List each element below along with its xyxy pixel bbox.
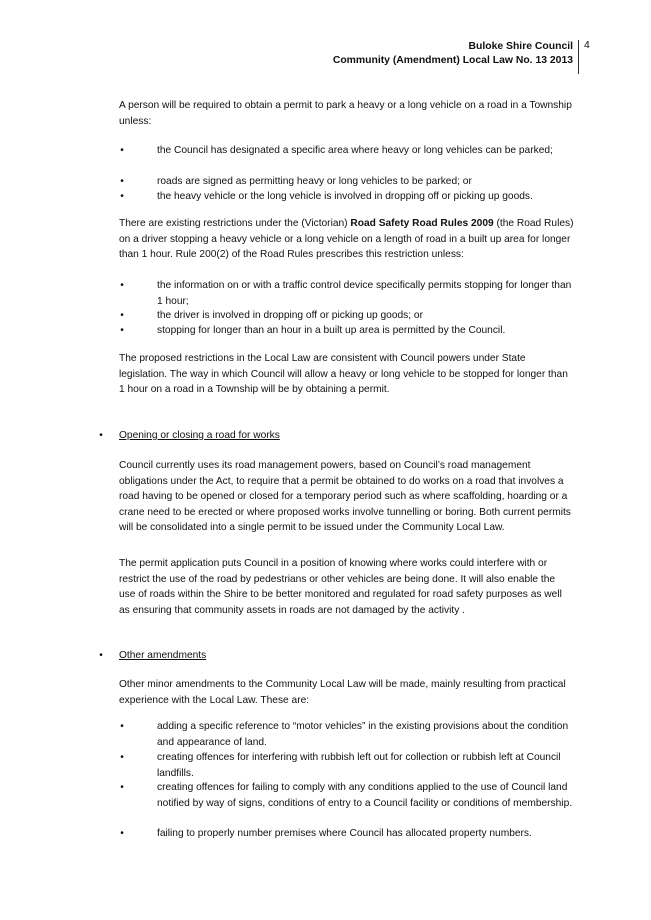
section-bullet-icon: • <box>99 430 103 441</box>
list-item <box>120 189 577 205</box>
page-number: 4 <box>584 40 590 51</box>
list-item-text: the information on or with a traffic control device specifically permits stopping for longer than 1 hour; <box>157 280 572 307</box>
list-item <box>120 308 577 324</box>
section-heading-other-amendments: Other amendments <box>119 650 207 661</box>
list-item-text: stopping for longer than an hour in a built up area is permitted by the Council. <box>157 325 506 336</box>
list-item <box>120 323 577 339</box>
bullet-icon: • <box>120 145 124 156</box>
list-item-text: creating offences for failing to comply with any conditions applied to the use of Council land notified by way of signs, conditions of entry to a Council facility or conditions of membership. <box>157 782 573 809</box>
header-law-title: Community (Amendment) Local Law No. 13 2013 <box>332 55 573 66</box>
consistency-paragraph: The proposed restrictions in the Local Law are consistent with Council powers under State legislation. The way in which Council will allow a heavy or long vehicle to be stopped for longer than 1 hour on a road in a Township will be by obtaining a permit. <box>119 353 568 395</box>
other-amendments-paragraph: Other minor amendments to the Community Local Law will be made, mainly resulting from practical experience with the Local Law. These are: <box>119 679 566 706</box>
section-bullet-icon: • <box>99 650 103 661</box>
list-item <box>120 174 577 190</box>
list-item-text: the heavy vehicle or the long vehicle is involved in dropping off or picking up goods. <box>157 191 533 202</box>
bullet-icon: • <box>120 325 124 336</box>
bullet-icon: • <box>120 191 124 202</box>
list-item-text: adding a specific reference to “motor vehicles” in the existing provisions about the condition and appearance of land. <box>157 721 569 748</box>
list-item <box>120 826 577 842</box>
list-item-text: creating offences for interfering with rubbish left out for collection or rubbish left at Council landfills. <box>157 752 561 779</box>
page-header <box>153 40 573 68</box>
bullet-icon: • <box>120 828 124 839</box>
bullet-icon: • <box>120 752 124 763</box>
list-item <box>120 780 577 811</box>
bullet-icon: • <box>120 176 124 187</box>
list-item <box>120 719 577 750</box>
list-item <box>120 278 577 309</box>
road-works-paragraph-1: Council currently uses its road management powers, based on Council’s road management obligations under the Act, to require that a permit be obtained to do works on a road that involves a road having to be opened or closed for a temporary period such as where scaffolding, hoarding or a crane need to be erected or where proposed works involve tunnelling or boring. Both current permits will be consolidated into a single permit to be issued under the Community Local Law. <box>119 460 571 533</box>
section-heading-road-works: Opening or closing a road for works <box>119 430 280 441</box>
road-rules-text-after: (the Road Rules) on a driver stopping a heavy vehicle or a long vehicle on a length of road in a built up area for longer than 1 hour. Rule 200(2) of the Road Rules prescribes this restriction unless: <box>119 218 574 260</box>
road-rules-act-name: Road Safety Road Rules 2009 <box>350 218 494 229</box>
list-item-text: roads are signed as permitting heavy or long vehicles to be parked; or <box>157 176 472 187</box>
list-item <box>120 750 577 781</box>
intro-paragraph: A person will be required to obtain a permit to park a heavy or a long vehicle on a road in a Township unless: <box>119 100 572 127</box>
header-council: Buloke Shire Council <box>468 41 573 52</box>
list-item-text: the Council has designated a specific area where heavy or long vehicles can be parked; <box>157 145 553 156</box>
road-rules-paragraph <box>119 216 574 263</box>
bullet-icon: • <box>120 782 124 793</box>
bullet-icon: • <box>120 310 124 321</box>
header-divider <box>578 40 579 74</box>
bullet-icon: • <box>120 721 124 732</box>
road-works-paragraph-2: The permit application puts Council in a position of knowing where works could interfere with or restrict the use of the road by pedestrians or other vehicles are being done. It will also enable the use of roads within the Shire to be better monitored and regulated for road safety purposes as well as ensuring that community assets in roads are not damaged by the activity . <box>119 558 562 616</box>
list-item-text: the driver is involved in dropping off or picking up goods; or <box>157 310 423 321</box>
road-rules-text-before: There are existing restrictions under the (Victorian) <box>119 218 351 229</box>
list-item <box>120 143 577 159</box>
bullet-icon: • <box>120 280 124 291</box>
list-item-text: failing to properly number premises where Council has allocated property numbers. <box>157 828 532 839</box>
